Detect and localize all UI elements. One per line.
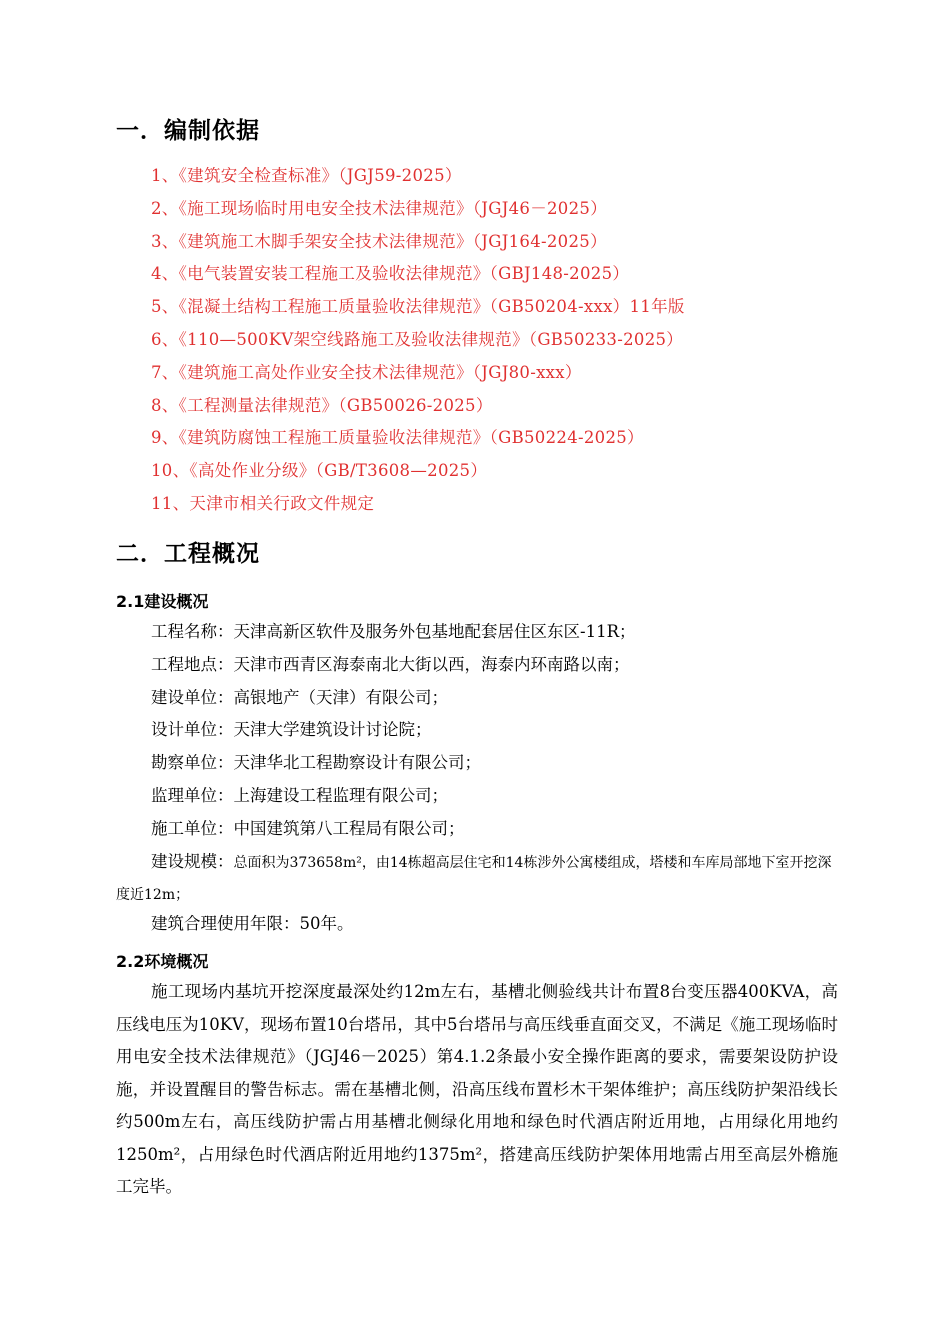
reference-item: 1、《建筑安全检查标准》（JGJ59-2025） bbox=[151, 166, 462, 185]
reference-item: 5、《混凝土结构工程施工质量验收法律规范》（GB50204-xxx）11年版 bbox=[151, 297, 685, 317]
reference-item: 2、《施工现场临时用电安全技术法律规范》（JGJ46－2025） bbox=[151, 198, 607, 218]
reference-item: 11、天津市相关行政文件规定 bbox=[151, 493, 375, 513]
contractor-unit: 施工单位：中国建筑第八工程局有限公司； bbox=[151, 818, 465, 838]
project-facts bbox=[151, 616, 636, 846]
subsection-2-1-title: 2.1建设概况 bbox=[116, 592, 209, 611]
subsection-2-2-title: 2.2环境概况 bbox=[116, 952, 209, 971]
reference-item: 7、《建筑施工高处作业安全技术法律规范》（JGJ80-xxx） bbox=[151, 362, 582, 382]
reference-item: 6、《110—500KV架空线路施工及验收法律规范》（GB50233-2025） bbox=[151, 329, 684, 349]
design-unit: 设计单位：天津大学建筑设计讨论院； bbox=[151, 720, 432, 740]
section2-title: 二．工程概况 bbox=[116, 541, 260, 567]
environment-paragraph: 施工现场内基坑开挖深度最深处约12m左右，基槽北侧验线共计布置8台变压器400KVA，高压线电压为10KV，现场布置10台塔吊，其中5台塔吊与高压线垂直面交叉，不满足《施工现场临时用电安全技术法律规范》（JGJ46－2025）第4.1.2条最小安全操作距离的要求，需要架设防护设施，并设置醒目的警告标志。需在基槽北侧，沿高压线布置杉木干架体维护；高压线防护架沿线长约500m左右，高压线防护需占用基槽北侧绿化用地和绿色时代酒店附近用地，占用绿化用地约1250m²，占用绿色时代酒店附近用地约1375m²，搭建高压线防护架体用地需占用至高层外檐施工完毕。 bbox=[116, 982, 838, 1196]
reference-item: 4、《电气装置安装工程施工及验收法律规范》（GBJ148-2025） bbox=[151, 264, 630, 284]
scale-label: 建设规模： bbox=[151, 852, 234, 871]
reference-item: 10、《高处作业分级》（GB/T3608—2025） bbox=[151, 461, 488, 481]
supervision-unit: 监理单位：上海建设工程监理有限公司； bbox=[151, 785, 448, 805]
scale-text: 总面积为373658m²，由14栋超高层住宅和14栋涉外公寓楼组成，塔楼和车库局部地下室开挖深度近12m； bbox=[116, 855, 832, 903]
reference-item: 8、《工程测量法律规范》（GB50026-2025） bbox=[151, 395, 493, 415]
survey-unit: 勘察单位：天津华北工程勘察设计有限公司； bbox=[151, 753, 481, 773]
project-location: 工程地点：天津市西青区海泰南北大街以西，海泰内环南路以南； bbox=[151, 654, 630, 674]
reference-item: 9、《建筑防腐蚀工程施工质量验收法律规范》（GB50224-2025） bbox=[151, 428, 644, 448]
service-life: 建筑合理使用年限：50年。 bbox=[151, 914, 354, 933]
construction-scale bbox=[116, 846, 836, 911]
reference-list bbox=[151, 160, 685, 521]
project-name: 工程名称：天津高新区软件及服务外包基地配套居住区东区-11R； bbox=[151, 622, 636, 641]
construction-unit: 建设单位：高银地产（天津）有限公司； bbox=[151, 687, 448, 707]
reference-item: 3、《建筑施工木脚手架安全技术法律规范》（JGJ164-2025） bbox=[151, 231, 607, 251]
section1-title: 一．编制依据 bbox=[116, 118, 260, 144]
